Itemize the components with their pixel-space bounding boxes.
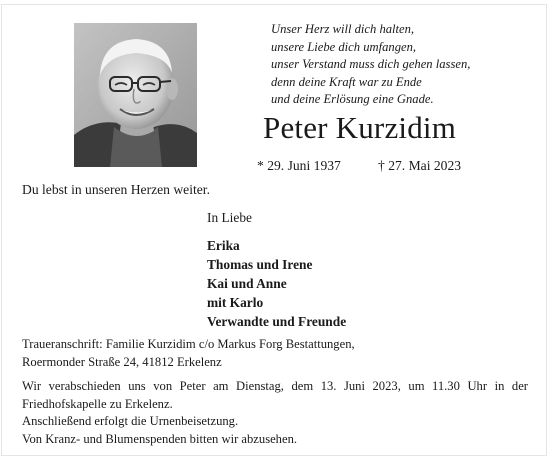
mourners-list — [207, 236, 346, 331]
poem-line: unser Verstand muss dich gehen lassen, — [271, 57, 471, 72]
poem-line: Unser Herz will dich halten, — [271, 22, 415, 36]
poem — [271, 21, 531, 109]
birth-date: * 29. Juni 1937 — [257, 158, 341, 173]
mourning-address — [22, 336, 355, 371]
portrait-photo-icon — [74, 23, 197, 167]
mourner-name: Kai und Anne — [207, 276, 287, 291]
funeral-notice — [22, 378, 528, 448]
poem-line: und deine Erlösung eine Gnade. — [271, 92, 434, 107]
lead-text: Du lebst in unseren Herzen weiter. — [22, 182, 210, 197]
notice-line: Anschließend erfolgt die Urnenbeisetzung. — [22, 414, 239, 428]
mourner-name: Thomas und Irene — [207, 257, 313, 272]
poem-line: unsere Liebe dich umfangen, — [271, 39, 417, 54]
address-line: Roermonder Straße 24, 41812 Erkelenz — [22, 354, 222, 369]
deceased-name: Peter Kurzidim — [263, 110, 457, 145]
mourners-intro: In Liebe — [207, 210, 252, 225]
portrait-photo — [74, 23, 197, 167]
mourner-name: Erika — [207, 238, 240, 253]
death-date: † 27. Mai 2023 — [378, 158, 462, 173]
mourner-name: Verwandte und Freunde — [207, 314, 347, 329]
notice-line: Friedhofskapelle zu Erkelenz. — [22, 396, 173, 411]
poem-line: denn deine Kraft war zu Ende — [271, 74, 422, 89]
address-line: Traueranschrift: Familie Kurzidim c/o Markus Forg Bestattungen, — [22, 337, 355, 351]
notice-line: Wir verabschieden uns von Peter am Dienstag, dem 13. Juni 2023, um 11.30 Uhr in der — [22, 379, 528, 393]
notice-line: Von Kranz- und Blumenspenden bitten wir abzusehen. — [22, 431, 298, 446]
mourner-name: mit Karlo — [207, 295, 264, 310]
